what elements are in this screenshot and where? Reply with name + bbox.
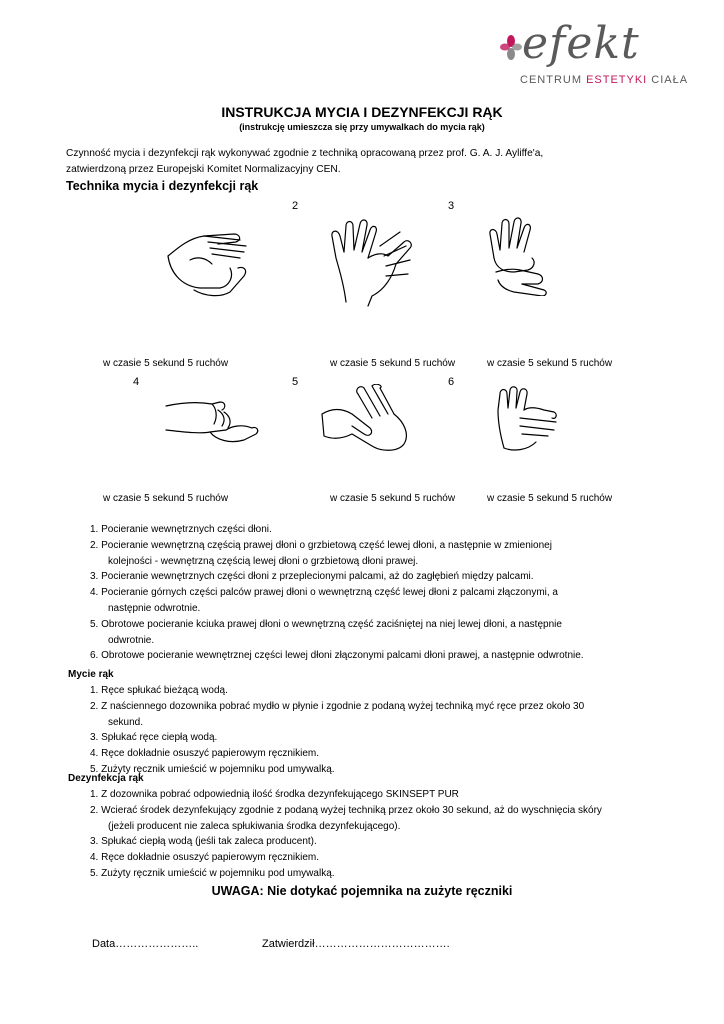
list-item-text: 6. Obrotowe pocieranie wewnętrznej części lewej dłoni złączonymi palcami dłoni prawej, a następnie odwrotnie.: [90, 650, 584, 662]
step-6-caption: w czasie 5 sekund 5 ruchów: [487, 493, 613, 504]
step-number-2: 2: [292, 200, 299, 212]
list-item: [90, 569, 670, 585]
disinfection-list: [90, 787, 670, 882]
page-subtitle: (instrukcję umieszcza się przy umywalkach do mycia rąk): [239, 122, 485, 132]
intro-paragraph: [66, 146, 666, 178]
list-item: [90, 585, 670, 617]
list-item: [90, 787, 670, 803]
technique-list: [90, 522, 670, 664]
palms-rubbing-icon: [160, 216, 260, 306]
technique-heading: Technika mycia i dezynfekcji rąk: [66, 179, 259, 193]
flower-logo-icon: [500, 34, 522, 68]
step-number-5: 5: [292, 376, 299, 388]
washing-list: [90, 683, 670, 778]
list-item: [90, 730, 670, 746]
thumb-rub-icon: [318, 384, 418, 454]
date-field: Data…………………..: [92, 938, 199, 950]
list-item: [90, 866, 670, 882]
step-number-4: 4: [133, 376, 140, 388]
step-number-3: 3: [448, 200, 455, 212]
list-item-text: 3. Spłukać ciepłą wodą (jeśli tak zaleca producent).: [90, 836, 317, 848]
warning-text: UWAGA: Nie dotykać pojemnika na zużyte ręczniki: [211, 884, 513, 898]
list-item-text: 1. Z dozownika pobrać odpowiednią ilość środka dezynfekującego SKINSEPT PUR: [90, 789, 459, 800]
logo-tagline: CENTRUM ESTETYKI CIAŁA: [520, 74, 689, 86]
fingertips-palm-icon: [490, 386, 560, 456]
disinfection-heading: Dezynfekcja rąk: [68, 773, 144, 784]
list-item: [90, 617, 670, 649]
step-2-caption: w czasie 5 sekund 5 ruchów: [330, 358, 456, 369]
interlaced-fingers-icon: [484, 216, 554, 296]
list-item-text: 5. Zużyty ręcznik umieścić w pojemniku pod umywalką.: [90, 763, 335, 775]
list-item-text: 1. Pocieranie wewnętrznych części dłoni.: [90, 524, 272, 535]
page-title: INSTRUKCJA MYCIA I DEZYNFEKCJI RĄK: [221, 104, 503, 120]
step-number-6: 6: [448, 376, 455, 388]
list-item-text: 3. Pocieranie wewnętrznych części dłoni z przeplecionymi palcami, aż do zagłębień między palcami.: [90, 571, 534, 583]
fingers-locked-icon: [160, 390, 260, 450]
list-item: [90, 803, 670, 835]
list-item-text: 2. Wcierać środek dezynfekujący zgodnie z podaną wyżej techniką przez około 30 sekund, aż do wyschnięcia skóry: [90, 804, 602, 816]
approved-field: Zatwierdził……………………………….: [262, 938, 450, 950]
list-item-continuation: sekund.: [108, 716, 144, 728]
step-4-caption: w czasie 5 sekund 5 ruchów: [103, 493, 229, 504]
intro-line-2: zatwierdzoną przez Europejski Komitet Normalizacyjny CEN.: [66, 164, 341, 175]
list-item-text: 4. Ręce dokładnie osuszyć papierowym ręcznikiem.: [90, 748, 319, 760]
list-item: [90, 746, 670, 762]
list-item: [90, 699, 670, 731]
list-item-text: 2. Z naściennego dozownika pobrać mydło w płynie i zgodnie z podaną wyżej techniką myć ręce przez około 30: [90, 700, 585, 712]
list-item-text: 5. Obrotowe pocieranie kciuka prawej dłoni o wewnętrzną część zaciśniętej na niej lewej dłoni, a następnie: [90, 618, 562, 630]
list-item-text: 1. Ręce spłukać bieżącą wodą.: [90, 685, 228, 696]
list-item-text: 3. Spłukać ręce ciepłą wodą.: [90, 732, 218, 744]
list-item-text: 4. Pocieranie górnych części palców prawej dłoni o wewnętrzną część lewej dłoni z palcami złączonymi, a: [90, 587, 558, 599]
list-item: [90, 683, 670, 699]
list-item: [90, 762, 670, 778]
list-item: [90, 522, 670, 538]
list-item: [90, 538, 670, 570]
list-item-text: 5. Zużyty ręcznik umieścić w pojemniku pod umywalką.: [90, 867, 335, 879]
list-item-text: 4. Ręce dokładnie osuszyć papierowym ręcznikiem.: [90, 852, 319, 864]
list-item: [90, 834, 670, 850]
logo-wordmark: efekt: [522, 18, 640, 69]
intro-line-1: Czynność mycia i dezynfekcji rąk wykonywać zgodnie z techniką opracowaną przez prof. G. A. J. Ayliffe'a,: [66, 148, 544, 159]
list-item-text: 2. Pocieranie wewnętrzną częścią prawej dłoni o grzbietową część lewej dłoni, a następnie w zmienionej: [90, 539, 552, 551]
step-3-caption: w czasie 5 sekund 5 ruchów: [487, 358, 613, 369]
list-item: [90, 648, 670, 664]
list-item-continuation: następnie odwrotnie.: [108, 602, 201, 614]
back-of-hand-rub-icon: [326, 216, 416, 308]
efekt-logo: [500, 18, 689, 96]
list-item: [90, 850, 670, 866]
step-5-caption: w czasie 5 sekund 5 ruchów: [330, 493, 456, 504]
list-item-continuation: (jeżeli producent nie zaleca spłukiwania środka dezynfekującego).: [108, 820, 401, 832]
washing-heading: Mycie rąk: [68, 669, 114, 680]
list-item-continuation: odwrotnie.: [108, 634, 155, 646]
list-item-continuation: kolejności - wewnętrzną częścią lewej dłoni o grzbietową dłoni prawej.: [108, 555, 419, 567]
step-1-caption: w czasie 5 sekund 5 ruchów: [103, 358, 229, 369]
